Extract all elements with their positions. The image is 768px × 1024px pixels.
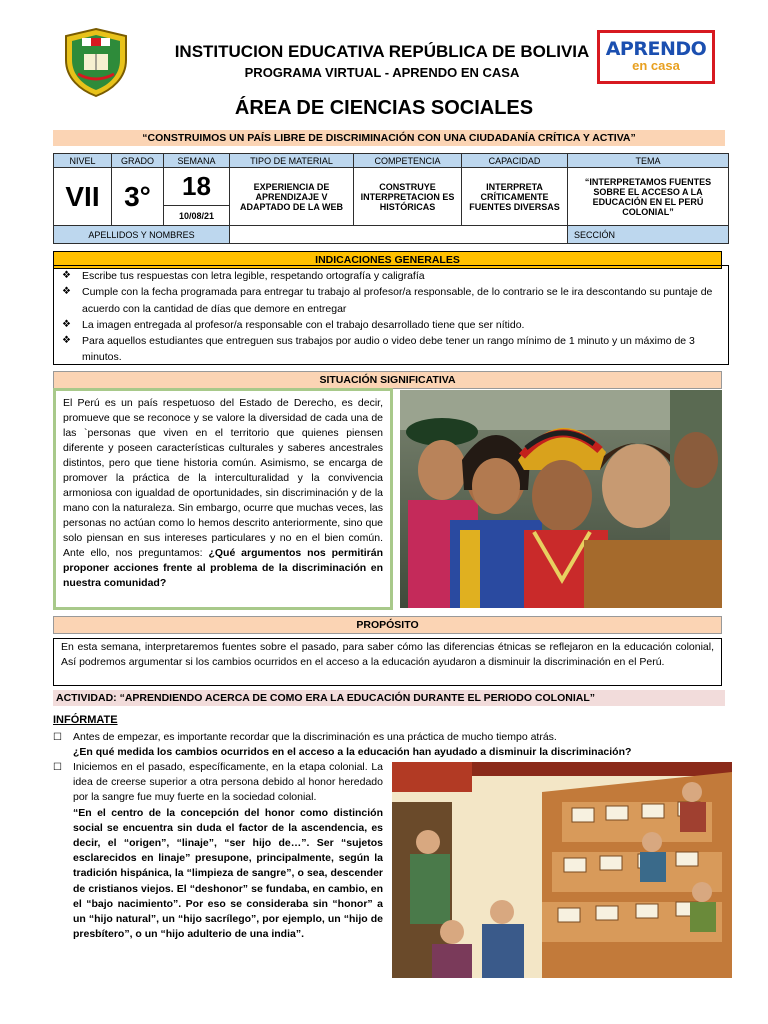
colonial-classroom-illustration <box>392 762 732 978</box>
header-semana: SEMANA <box>164 154 230 168</box>
header-nivel: NIVEL <box>54 154 112 168</box>
fecha-value: 10/08/21 <box>164 206 230 226</box>
list-item: ❖ La imagen entregada al profesor/a responsable con el trabajo desarrollado tiene que ser nítido. <box>62 317 722 333</box>
list-item: ❖ Escribe tus respuestas con letra legible, respetando ortografía y caligrafía <box>62 268 722 284</box>
key-question: ¿En qué medida los cambios ocurridos en el acceso a la educación han ayudado a disminuir la discriminación? <box>73 746 632 758</box>
proposito-title: PROPÓSITO <box>53 616 722 634</box>
list-item: ❖ Para aquellos estudiantes que entreguen sus trabajos por audio o video debe tener un rango mínimo de 1 minuto y un máximo de 3 minutos. <box>62 333 722 366</box>
motto-banner: “CONSTRUIMOS UN PAÍS LIBRE DE DISCRIMINACIÓN CON UNA CIUDADANÍA CRÍTICA Y ACTIVA” <box>53 130 725 146</box>
competencia-value: CONSTRUYE INTERPRETACION ES HISTÓRICAS <box>354 168 462 226</box>
paragraph-2: ☐ Iniciemos en el pasado, específicamente, en la etapa colonial. La idea de creerse superior a otra persona debido al honor heredado por la sangre fue muy fuerte en la sociedad colonial. “En el centro de la concepción del honor como distinción social se encuentra sin duda el factor de la ascendencia, es decir, el “origen”, “linaje”, “ser hijo de…”. Ser “sujetos esclarecidos en linaje” presupone, principalmente, según la tradición hispánica, la “limpieza de sangre”, o sea, descender de cristianos viejos. El “deshonor” se fundaba, en cambio, en el “bajo nacimiento”. Por eso se consideraba sin “honor” a un “hijo natural”, un “hijo sacrílego”, por ejemplo, un “hijo de presbítero”, o un “hijo adulterio de una india”. <box>53 760 383 942</box>
tipo-material-value: EXPERIENCIA DE APRENDIZAJE V ADAPTADO DE LA WEB <box>230 168 354 226</box>
list-item: ❖ Cumple con la fecha programada para entregar tu trabajo al profesor/a responsable, de lo contrario se le ira descontando su puntaje de acuerdo con la cantidad de días que demore en entregar <box>62 284 722 317</box>
grado-value: 3° <box>112 168 164 226</box>
info-table <box>53 153 729 244</box>
header-competencia: COMPETENCIA <box>354 154 462 168</box>
diamond-bullet-icon: ❖ <box>62 286 71 298</box>
header-tema: TEMA <box>568 154 729 168</box>
header-grado: GRADO <box>112 154 164 168</box>
header-capacidad: CAPACIDAD <box>462 154 568 168</box>
situacion-text: El Perú es un país respetuoso del Estado de Derecho, es decir, promueve que se reconoce y se valore la diversidad de cada una de las `personas que viven en el territorio que quienes piensen diferente y poseen características culturales y saberes ancestrales distintos, pero que tiene historia común. Asimismo, se encarga de promover la práctica de la interculturalidad y la convivencia armoniosa con igualdad de oportunidades, sin discriminación y de la mano con la naturaleza. Sin embargo, ocurre que muchas veces, las personas no actúan como lo hemos descrito anteriormente, sino que solo piensan en sus intereses particulares y no en el bien común. Ante ello, nos preguntamos: ¿Qué argumentos nos permitirán proponer acciones frente al problema de la discriminación en nuestra comunidad? <box>53 388 393 610</box>
children-photo <box>400 390 722 608</box>
diamond-bullet-icon: ❖ <box>62 318 71 330</box>
honor-quote: “En el centro de la concepción del honor como distinción social se encuentra sin duda el factor de la ascendencia, es decir, el “origen”, “linaje”, “ser hijo de…”. Ser “sujetos esclarecidos en linaje” presupone, principalmente, según la tradición hispánica, la “limpieza de sangre”, o sea, descender de cristianos viejos. El “deshonor” se fundaba, en cambio, en el “bajo nacimiento”. Por eso se consideraba sin “honor” a un “hijo natural”, un “hijo sacrílego”, por ejemplo, un “hijo de presbítero”, o un “hijo adulterio de una india”. <box>73 806 383 941</box>
semana-value: 18 <box>164 168 230 206</box>
indicaciones-title: INDICACIONES GENERALES <box>53 251 722 269</box>
diamond-bullet-icon: ❖ <box>62 335 71 347</box>
situacion-question: ¿Qué argumentos nos permitirán proponer acciones frente al problema de la discriminación en nuestra comunidad? <box>63 547 383 589</box>
apellidos-field[interactable] <box>230 226 568 244</box>
seccion-label: SECCIÓN <box>568 226 729 244</box>
header-tipo-material: TIPO DE MATERIAL <box>230 154 354 168</box>
actividad-title: ACTIVIDAD: “APRENDIENDO ACERCA DE COMO ERA LA EDUCACIÓN DURANTE EL PERIODO COLONIAL” <box>53 690 725 706</box>
aprendo-en-casa-logo <box>597 30 715 84</box>
apellidos-label: APELLIDOS Y NOMBRES <box>54 226 230 244</box>
tema-value: “INTERPRETAMOS FUENTES SOBRE EL ACCESO A LA EDUCACIÓN EN EL PERÚ COLONIAL” <box>568 168 729 226</box>
capacidad-value: INTERPRETA CRÍTICAMENTE FUENTES DIVERSAS <box>462 168 568 226</box>
paragraph-1: ☐ Antes de empezar, es importante recordar que la discriminación es una práctica de mucho tiempo atrás. ¿En qué medida los cambios ocurridos en el acceso a la educación han ayudado a disminuir la discriminación? <box>53 731 632 758</box>
diamond-bullet-icon: ❖ <box>62 270 71 281</box>
checkbox-icon: ☐ <box>53 732 62 743</box>
institution-name: INSTITUCION EDUCATIVA REPÚBLICA DE BOLIVIA <box>174 42 590 61</box>
situacion-title: SITUACIÓN SIGNIFICATIVA <box>53 371 722 389</box>
nivel-value: VII <box>54 168 112 226</box>
logo-line1: APRENDO <box>605 38 707 60</box>
program-name: PROGRAMA VIRTUAL - APRENDO EN CASA <box>244 65 520 80</box>
proposito-text: En esta semana, interpretaremos fuentes sobre el pasado, para saber cómo las diferencias étnicas se reflejaron en la educación colonial, Así podremos argumentar si los cambios ocurridos en el acceso a la educación ayudaron a disminuir la discriminación en el Perú. <box>53 638 722 686</box>
informate-heading: INFÓRMATE <box>53 714 118 726</box>
school-crest-logo <box>60 26 132 98</box>
page-title: ÁREA DE CIENCIAS SOCIALES <box>234 97 534 119</box>
checkbox-icon: ☐ <box>53 762 62 773</box>
logo-line2: en casa <box>632 58 680 73</box>
indicaciones-list <box>53 265 729 365</box>
